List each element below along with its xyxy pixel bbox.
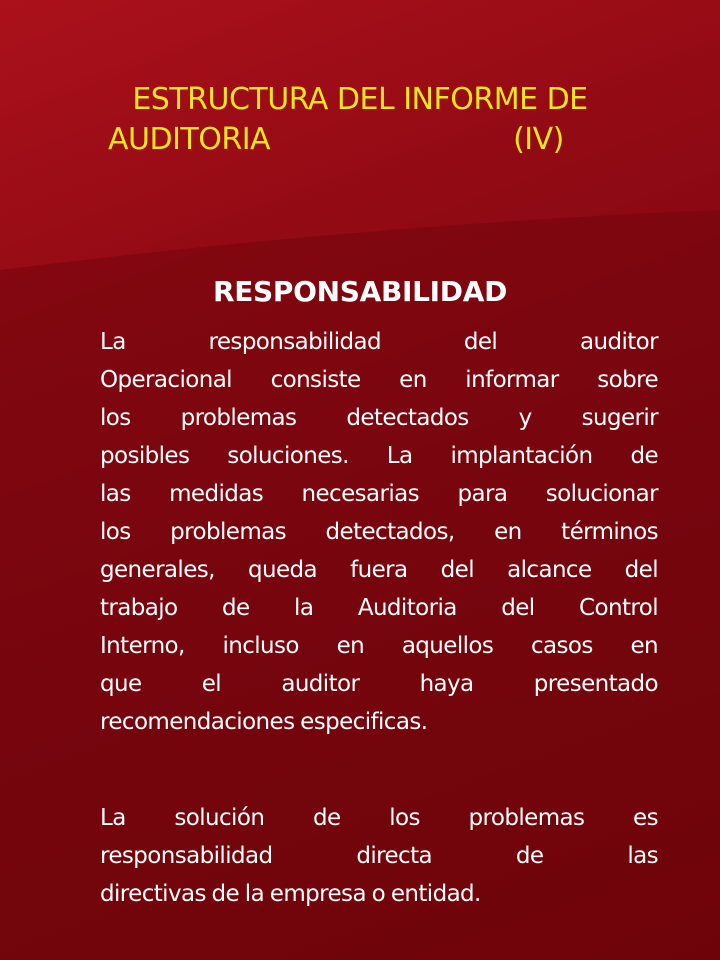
paragraph-2-line: responsabilidad directa de las — [100, 843, 658, 869]
paragraph-2 — [100, 799, 658, 913]
paragraph-2-line: La solución de los problemas es — [100, 805, 658, 831]
title-line-1: ESTRUCTURA DEL INFORME DE — [132, 82, 588, 117]
section-heading: RESPONSABILIDAD — [212, 275, 508, 308]
paragraph-1-line: Interno, incluso en aquellos casos en — [100, 633, 658, 659]
paragraph-1 — [100, 323, 658, 741]
paragraph-1-line: trabajo de la Auditoria del Control — [100, 595, 658, 621]
paragraph-1-line: generales, queda fuera del alcance del — [100, 557, 658, 583]
paragraph-1-line: La responsabilidad del auditor — [100, 329, 658, 355]
paragraph-1-line: los problemas detectados, en términos — [100, 519, 658, 545]
paragraph-1-line: recomendaciones especificas. — [100, 709, 428, 735]
title-line-2 — [60, 120, 660, 160]
paragraph-1-line: Operacional consiste en informar sobre — [100, 367, 658, 393]
paragraph-1-line: los problemas detectados y sugerir — [100, 405, 658, 431]
slide-title — [60, 80, 660, 160]
title-line-2-right: (IV) — [513, 122, 564, 157]
title-line-2-left: AUDITORIA — [108, 122, 271, 157]
paragraph-1-line: posibles soluciones. La implantación de — [100, 443, 658, 469]
paragraph-1-line: las medidas necesarias para solucionar — [100, 481, 658, 507]
paragraph-2-line: directivas de la empresa o entidad. — [100, 881, 481, 907]
paragraph-1-line: que el auditor haya presentado — [100, 671, 658, 697]
